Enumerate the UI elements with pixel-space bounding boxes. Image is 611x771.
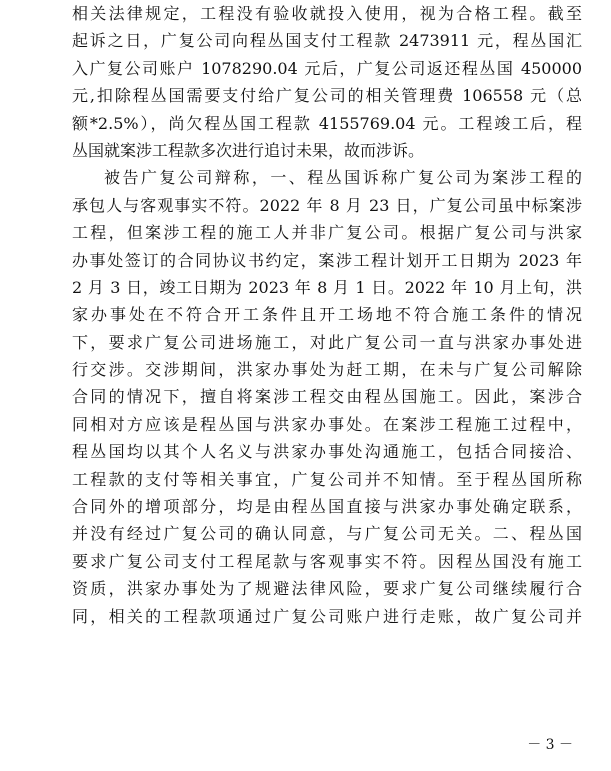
paragraph-2: [72, 164, 582, 630]
text-line: 家办事处在不符合开工条件且开工场地不符合施工条件的情况: [72, 305, 582, 325]
text-line: 工程，但案涉工程的施工人并非广复公司。根据广复公司与洪家: [72, 223, 582, 243]
paragraph-1: [72, 0, 582, 164]
text-line: 合同的情况下，擅自将案涉工程交由程丛国施工。因此，案涉合: [72, 387, 582, 407]
text-line: 被告广复公司辩称，一、程丛国诉称广复公司为案涉工程的: [104, 168, 582, 188]
text-line: 入广复公司账户 1078290.04 元后，广复公司返还程丛国 450000: [72, 58, 582, 78]
text-line: 工程款的支付等相关事宜，广复公司并不知情。至于程丛国所称: [72, 469, 582, 489]
text-line: 额*2.5%），尚欠程丛国工程款 4155769.04 元。工程竣工后，程: [72, 113, 582, 133]
text-line: 合同外的增项部分，均是由程丛国直接与洪家办事处确定联系，: [72, 497, 582, 517]
text-line: 下，要求广复公司进场施工，对此广复公司一直与洪家办事处进: [72, 332, 582, 352]
text-line: 元,扣除程丛国需要支付给广复公司的相关管理费 106558 元（总: [72, 86, 582, 106]
text-line: 程丛国均以其个人名义与洪家办事处沟通施工，包括合同接洽、: [72, 442, 582, 462]
text-line: 起诉之日，广复公司向程丛国支付工程款 2473911 元，程丛国汇: [72, 31, 582, 51]
text-line: 丛国就案涉工程款多次进行追讨未果，故而涉诉。: [72, 140, 425, 160]
text-line: 同相对方应该是程丛国与洪家办事处。在案涉工程施工过程中，: [72, 414, 582, 434]
text-line: 要求广复公司支付工程尾款与客观事实不符。因程丛国没有施工: [72, 551, 582, 571]
text-line: 办事处签订的合同协议书约定，案涉工程计划开工日期为 2023 年: [72, 250, 582, 270]
page-number: － 3 －: [527, 737, 573, 753]
body-text: [72, 0, 582, 630]
text-line: 行交涉。交涉期间，洪家办事处为赶工期，在未与广复公司解除: [72, 360, 582, 380]
text-line: 2 月 3 日，竣工日期为 2023 年 8 月 1 日。2022 年 10 月上旬，洪: [72, 277, 582, 297]
text-line: 同，相关的工程款项通过广复公司账户进行走账，故广复公司并: [72, 606, 582, 626]
text-line: 相关法律规定，工程没有验收就投入使用，视为合格工程。截至: [72, 4, 582, 23]
text-line: 并没有经过广复公司的确认同意，与广复公司无关。二、程丛国: [72, 524, 582, 544]
text-line: 承包人与客观事实不符。2022 年 8 月 23 日，广复公司虽中标案涉: [72, 195, 582, 215]
text-line: 资质，洪家办事处为了规避法律风险，要求广复公司继续履行合: [72, 579, 582, 599]
